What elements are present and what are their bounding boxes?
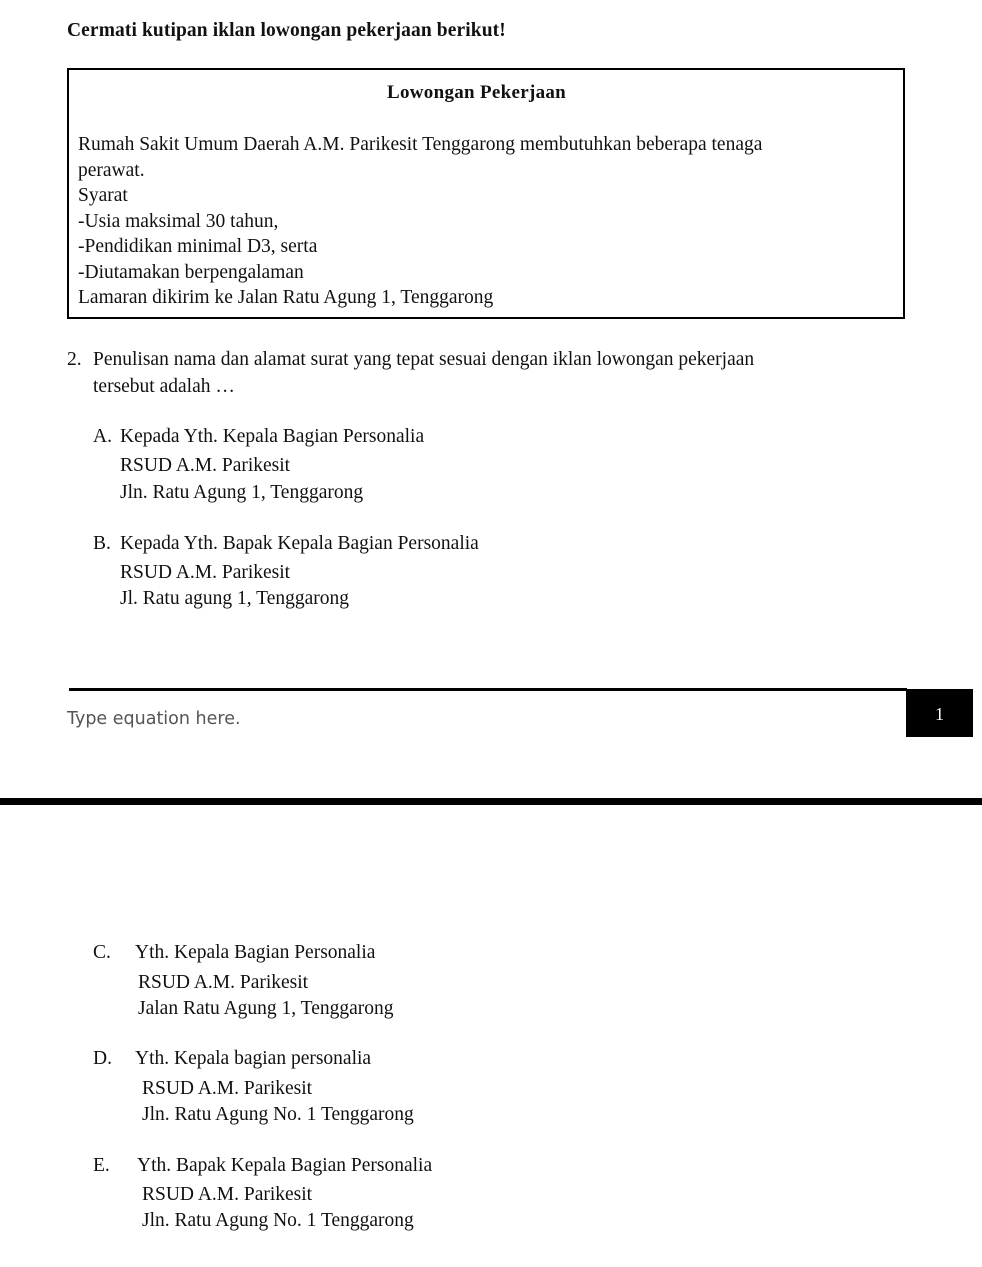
- option-e-letter: E.: [93, 1155, 110, 1176]
- option-b-line: Jl. Ratu agung 1, Tenggarong: [120, 588, 349, 609]
- option-c-letter: C.: [93, 942, 111, 963]
- job-ad-line: perawat.: [78, 160, 145, 181]
- option-c-line: Jalan Ratu Agung 1, Tenggarong: [138, 998, 394, 1019]
- equation-placeholder[interactable]: Type equation here.: [67, 709, 241, 729]
- page-number: 1: [935, 704, 944, 724]
- option-c-line: Yth. Kepala Bagian Personalia: [135, 942, 376, 963]
- option-e-line: Jln. Ratu Agung No. 1 Tenggarong: [142, 1210, 414, 1231]
- instruction-text: Cermati kutipan iklan lowongan pekerjaan berikut!: [67, 20, 506, 41]
- option-a-line: Jln. Ratu Agung 1, Tenggarong: [120, 482, 364, 503]
- option-a-line: RSUD A.M. Parikesit: [120, 455, 291, 476]
- job-ad-line: Rumah Sakit Umum Daerah A.M. Parikesit Tenggarong membutuhkan beberapa tenaga: [78, 134, 763, 155]
- job-ad-title: Lowongan Pekerjaan: [387, 82, 567, 103]
- option-c-line: RSUD A.M. Parikesit: [138, 972, 309, 993]
- job-ad-line: -Usia maksimal 30 tahun,: [78, 211, 279, 232]
- option-e-line: Yth. Bapak Kepala Bagian Personalia: [137, 1155, 433, 1176]
- option-a-letter: A.: [93, 426, 112, 447]
- job-ad-line: Syarat: [78, 185, 128, 206]
- question-text: tersebut adalah …: [93, 376, 235, 397]
- page-break-bar: [0, 798, 982, 805]
- option-d-line: Jln. Ratu Agung No. 1 Tenggarong: [142, 1104, 414, 1125]
- option-b-line: RSUD A.M. Parikesit: [120, 562, 291, 583]
- question-text: Penulisan nama dan alamat surat yang tepat sesuai dengan iklan lowongan pekerjaan: [93, 349, 755, 370]
- page-number-box: [906, 689, 973, 737]
- job-ad-line: -Pendidikan minimal D3, serta: [78, 236, 318, 257]
- option-b-letter: B.: [93, 533, 111, 554]
- option-b-line: Kepada Yth. Bapak Kepala Bagian Personalia: [120, 533, 479, 554]
- option-d-letter: D.: [93, 1048, 112, 1069]
- job-ad-line: Lamaran dikirim ke Jalan Ratu Agung 1, Tenggarong: [78, 287, 494, 308]
- option-e-line: RSUD A.M. Parikesit: [142, 1184, 313, 1205]
- option-a-line: Kepada Yth. Kepala Bagian Personalia: [120, 426, 425, 447]
- job-ad-line: -Diutamakan berpengalaman: [78, 262, 304, 283]
- option-d-line: Yth. Kepala bagian personalia: [135, 1048, 372, 1069]
- question-number: 2.: [67, 349, 82, 370]
- footer-rule: [69, 688, 907, 691]
- option-d-line: RSUD A.M. Parikesit: [142, 1078, 313, 1099]
